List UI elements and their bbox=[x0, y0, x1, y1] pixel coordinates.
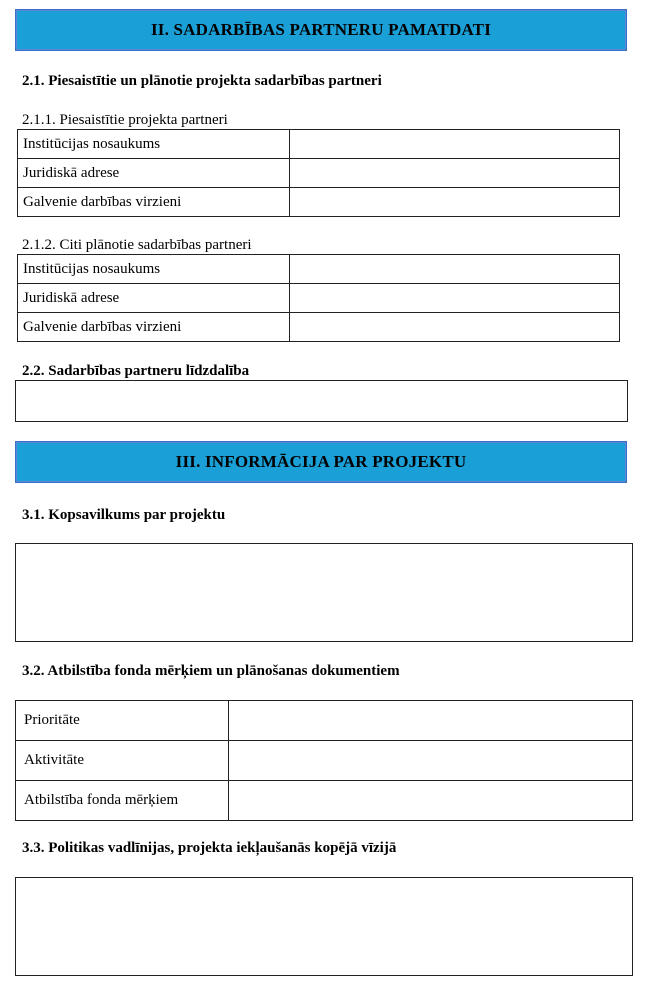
value-field[interactable] bbox=[229, 741, 633, 781]
table-row bbox=[18, 130, 620, 159]
row-label: Galvenie darbības virzieni bbox=[18, 313, 290, 342]
row-label: Juridiskā adrese bbox=[18, 159, 290, 188]
heading-3-3: 3.3. Politikas vadlīnijas, projekta iekļaušanās kopējā vīzijā bbox=[22, 840, 397, 856]
participation-field[interactable] bbox=[15, 380, 628, 422]
value-field[interactable] bbox=[290, 255, 620, 284]
table-row bbox=[16, 781, 633, 821]
row-label: Galvenie darbības virzieni bbox=[18, 188, 290, 217]
row-label: Institūcijas nosaukums bbox=[18, 130, 290, 159]
policy-vision-field[interactable] bbox=[15, 877, 633, 976]
table-3-2 bbox=[15, 700, 633, 821]
row-label: Aktivitāte bbox=[16, 741, 229, 781]
row-label: Juridiskā adrese bbox=[18, 284, 290, 313]
section-2-banner bbox=[15, 9, 627, 51]
summary-field[interactable] bbox=[15, 543, 633, 642]
table-row bbox=[18, 284, 620, 313]
heading-2-2: 2.2. Sadarbības partneru līdzdalība bbox=[22, 363, 250, 379]
heading-3-1: 3.1. Kopsavilkums par projektu bbox=[22, 507, 226, 523]
value-field[interactable] bbox=[290, 284, 620, 313]
section-3-title: III. INFORMĀCIJA PAR PROJEKTU bbox=[175, 452, 467, 471]
value-field[interactable] bbox=[229, 701, 633, 741]
value-field[interactable] bbox=[229, 781, 633, 821]
table-2-1-2 bbox=[17, 254, 620, 342]
heading-2-1-2: 2.1.2. Citi plānotie sadarbības partneri bbox=[22, 237, 252, 253]
value-field[interactable] bbox=[290, 159, 620, 188]
table-row bbox=[18, 255, 620, 284]
table-row bbox=[18, 159, 620, 188]
row-label: Institūcijas nosaukums bbox=[18, 255, 290, 284]
value-field[interactable] bbox=[290, 188, 620, 217]
row-label: Atbilstība fonda mērķiem bbox=[16, 781, 229, 821]
table-row bbox=[18, 313, 620, 342]
table-row bbox=[16, 741, 633, 781]
table-row bbox=[18, 188, 620, 217]
heading-3-2: 3.2. Atbilstība fonda mērķiem un plānošanas dokumentiem bbox=[22, 663, 400, 679]
heading-2-1-1: 2.1.1. Piesaistītie projekta partneri bbox=[22, 112, 228, 128]
section-2-title: II. SADARBĪBAS PARTNERU PAMATDATI bbox=[150, 20, 492, 39]
table-row bbox=[16, 701, 633, 741]
heading-2-1: 2.1. Piesaistītie un plānotie projekta sadarbības partneri bbox=[22, 73, 382, 89]
section-3-banner bbox=[15, 441, 627, 483]
value-field[interactable] bbox=[290, 130, 620, 159]
row-label: Prioritāte bbox=[16, 701, 229, 741]
value-field[interactable] bbox=[290, 313, 620, 342]
table-2-1-1 bbox=[17, 129, 620, 217]
